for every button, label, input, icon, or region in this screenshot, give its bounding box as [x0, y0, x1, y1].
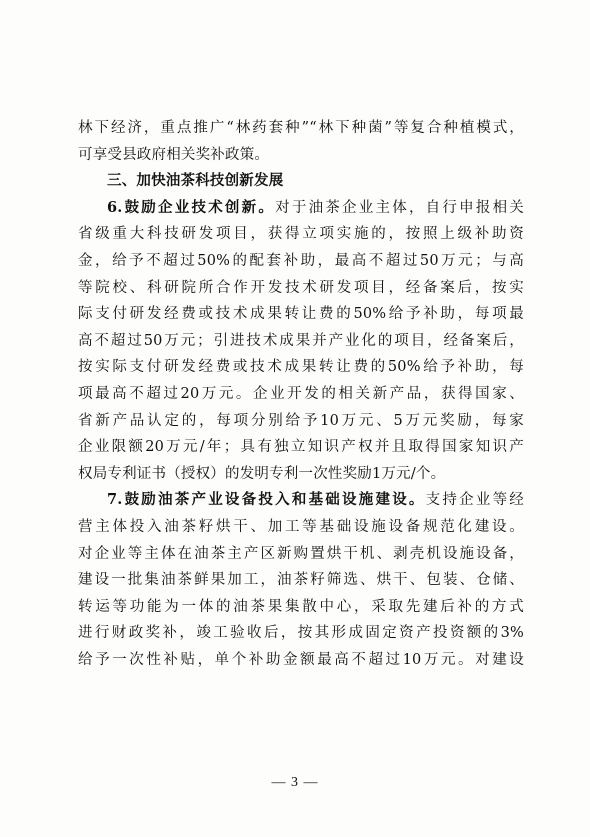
text-line: 给予一次性补贴，单个补助金额最高不超过10万元。对建设 [78, 651, 524, 668]
text-line: 省新产品认定的，每项分别给予10万元、5万元奖励，每家 [78, 412, 524, 429]
body-text [78, 115, 524, 673]
text-line: 项最高不超过20万元。企业开发的相关新产品，获得国家、 [78, 385, 524, 402]
item-7-first-line [78, 487, 524, 514]
text-line: 进行财政奖补，竣工验收后，按其形成固定资产投资额的3% [78, 625, 524, 642]
text-line: 省级重大科技研发项目，获得立项实施的，按照上级补助资 [78, 226, 524, 243]
text-line: 等院校、科研院所合作开发技术研发项目，经备案后，按实 [78, 279, 524, 296]
section-heading: 三、加快油茶科技创新发展 [107, 173, 284, 190]
text-segment: 支持企业等经 [425, 492, 524, 509]
text-line: 对企业等主体在油茶主产区新购置烘干机、剥壳机设施设备， [78, 545, 524, 562]
text-line: 企业限额20万元/年；具有独立知识产权并且取得国家知识产 [78, 439, 524, 456]
text-segment: 对于油茶企业主体，自行申报相关 [275, 199, 525, 216]
item-7-title: 7.鼓励油茶产业设备投入和基础设施建设。 [107, 491, 426, 509]
page-number: — 3 — [271, 775, 319, 790]
text-line: 金，给予不超过50%的配套补助，最高不超过50万元；与高 [78, 252, 524, 269]
text-line: 权局专利证书（授权）的发明专利一次性奖励1万元/个。 [78, 465, 446, 482]
text-line: 林下经济，重点推广“林药套种”“林下种菌”等复合种植模式， [78, 120, 524, 136]
text-line: 转运等功能为一体的油茶果集散中心，采取先建后补的方式 [78, 598, 524, 615]
text-line: 按实际支付研发经费或技术成果转让费的50%给予补助，每 [78, 359, 524, 376]
text-line: 建设一批集油茶鲜果加工，油茶籽筛选、烘干、包装、仓储、 [78, 572, 524, 589]
text-line: 营主体投入油茶籽烘干、加工等基础设施设备规范化建设。 [78, 518, 524, 535]
text-line: 际支付研发经费或技术成果转让费的50%给予补助，每项最 [78, 306, 524, 323]
item-6-title: 6.鼓励企业技术创新。 [107, 198, 276, 216]
text-line: 可享受县政府相关奖补政策。 [78, 146, 270, 163]
text-line: 高不超过50万元；引进技术成果并产业化的项目，经备案后， [78, 332, 524, 349]
item-6-first-line [78, 195, 524, 222]
